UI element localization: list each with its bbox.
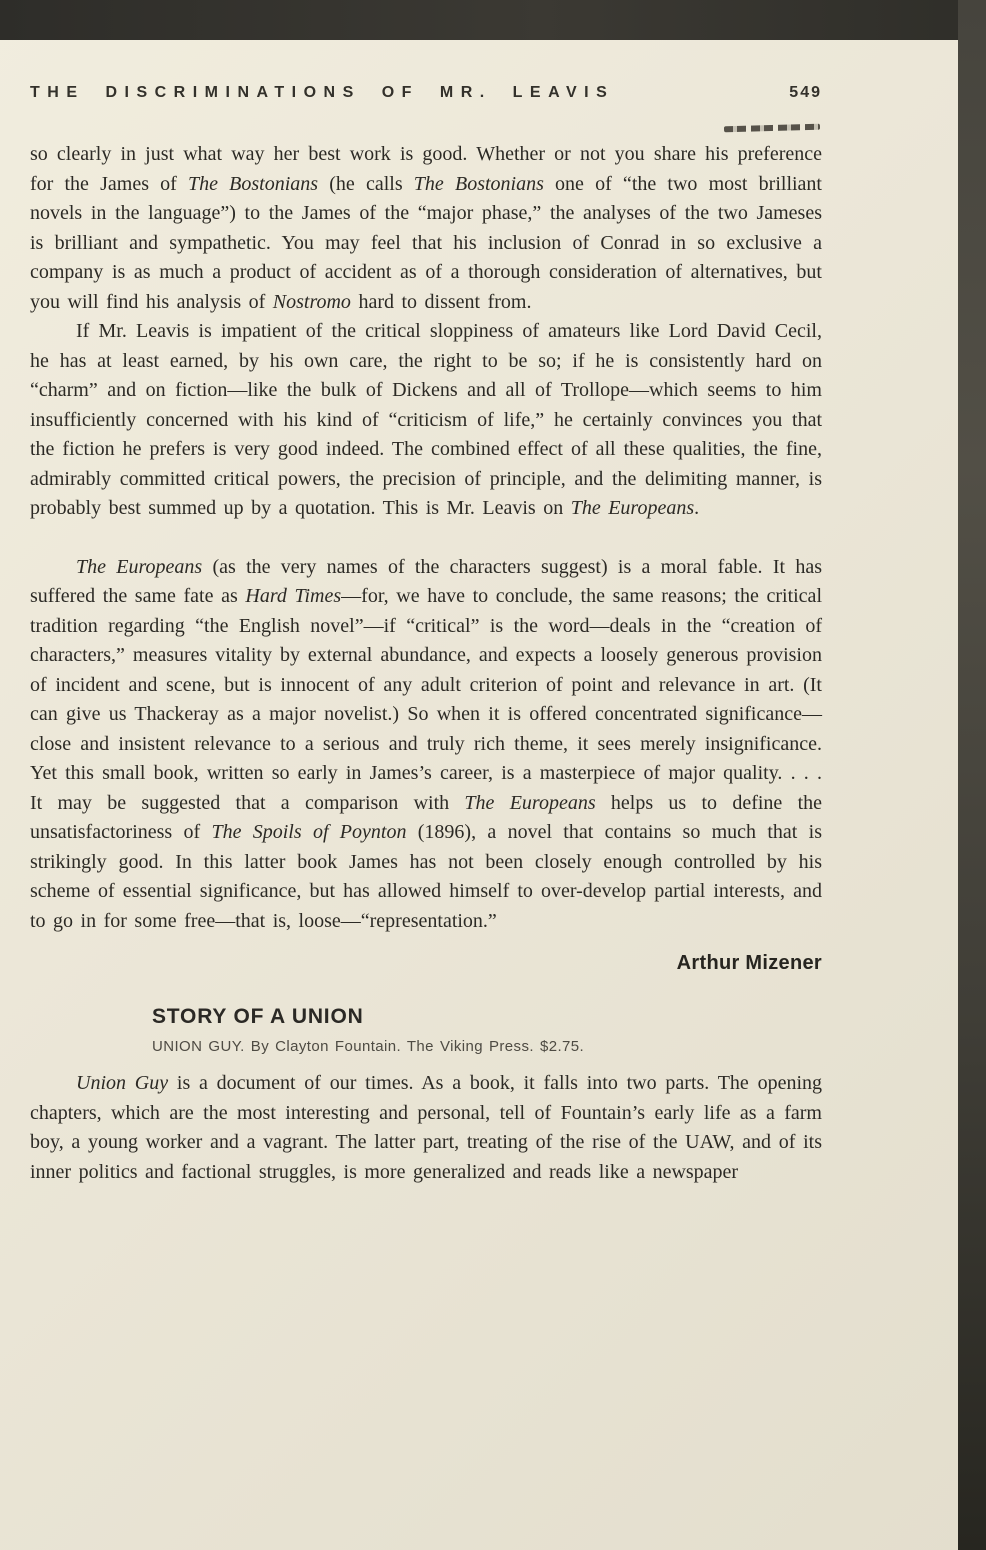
running-header	[30, 84, 822, 102]
text-run: .	[694, 497, 700, 519]
review-body	[30, 1069, 822, 1187]
book-title: Hard Times	[245, 585, 342, 607]
paragraph	[30, 1069, 822, 1187]
book-title: The Bostonians	[413, 172, 544, 195]
review-heading: STORY OF A UNION	[152, 1005, 364, 1028]
text-run: —for, we have to conclude, the same reasons; the critical tradition regarding “the English novel”—if “critical” is the word—deals in the “creation of characters,” measures vitality by external abundance, and expects a loosely generous provision of incident and scene, but is innocent of any adult criterion of point and relevance in art. (It can give us Thackeray as a major novelist.) So when it is offered concentrated significance—close and insistent relevance to a serious and truly rich theme, it sees merely insignificance. Yet this small book, written so early in James’s career, is a masterpiece of major quality. . . . It may be suggested that a comparison with	[30, 585, 822, 814]
author-signature: Arthur Mizener	[676, 952, 822, 974]
book-title: The Spoils of Poynton	[211, 821, 407, 843]
paragraph	[30, 553, 822, 937]
book-title: Nostromo	[272, 290, 351, 313]
review-section	[30, 1005, 822, 1187]
book-title: The Europeans	[570, 497, 695, 519]
book-title: Union Guy	[76, 1072, 169, 1094]
book-title: The Europeans	[76, 555, 203, 578]
paragraph	[30, 317, 822, 524]
text-run: helps us to define the unsatisfactoriness of	[30, 791, 823, 843]
essay-body	[30, 140, 822, 936]
book-title: The Bostonians	[188, 172, 319, 195]
text-run: (1896), a novel that contains so much that is strikingly good. In this latter book James has not been closely enough controlled by his scheme of essential significance, but has allowed himself to over-develop partial interests, and to go in for some free—that is, loose—“representation.”	[30, 821, 822, 932]
text-run: (as the very names of the characters suggest) is a moral fable. It has suffered the same fate as	[30, 555, 822, 607]
text-run: one of “the two most brilliant novels in the language”) to the James of the “major phase,” the analyses of the two Jameses is brilliant and sympathetic. You may feel that his inclusion of Conrad in so exclusive a company is as much a product of accident as of a thorough consideration of alternatives, but you will find his analysis of	[30, 172, 822, 313]
text-run: (he calls	[318, 172, 414, 195]
text-run: hard to dissent from.	[350, 290, 532, 313]
text-run: so clearly in just what way her best work is good. Whether or not you share his preference for the James of	[30, 143, 822, 195]
paragraph	[30, 140, 822, 317]
text-run: is a document of our times. As a book, it falls into two parts. The opening chapters, which are the most interesting and personal, tell of Fountain’s early life as a farm boy, a young worker and a vagrant. The latter part, treating of the rise of the UAW, and of its inner politics and factional struggles, is more generalized and reads like a newspaper	[30, 1072, 823, 1183]
running-header-title: THE DISCRIMINATIONS OF MR. LEAVIS	[30, 84, 615, 101]
page-number: 549	[789, 84, 822, 101]
review-citation: UNION GUY. By Clayton Fountain. The Viking Press. $2.75.	[152, 1038, 585, 1055]
text-run: If Mr. Leavis is impatient of the critical sloppiness of amateurs like Lord David Cecil, he has at least earned, by his own care, the right to be so; if he is consistently hard on “charm” and on fiction—like the bulk of Dickens and all of Trollope—which seems to him insufficiently concerned with his kind of “criticism of life,” he certainly convinces you that the fiction he prefers is very good indeed. The combined effect of all these qualities, the fine, admirably committed critical powers, the precision of principle, and the delimiting manner, is probably best summed up by a quotation. This is Mr. Leavis on	[30, 320, 822, 519]
book-title: The Europeans	[464, 791, 596, 814]
